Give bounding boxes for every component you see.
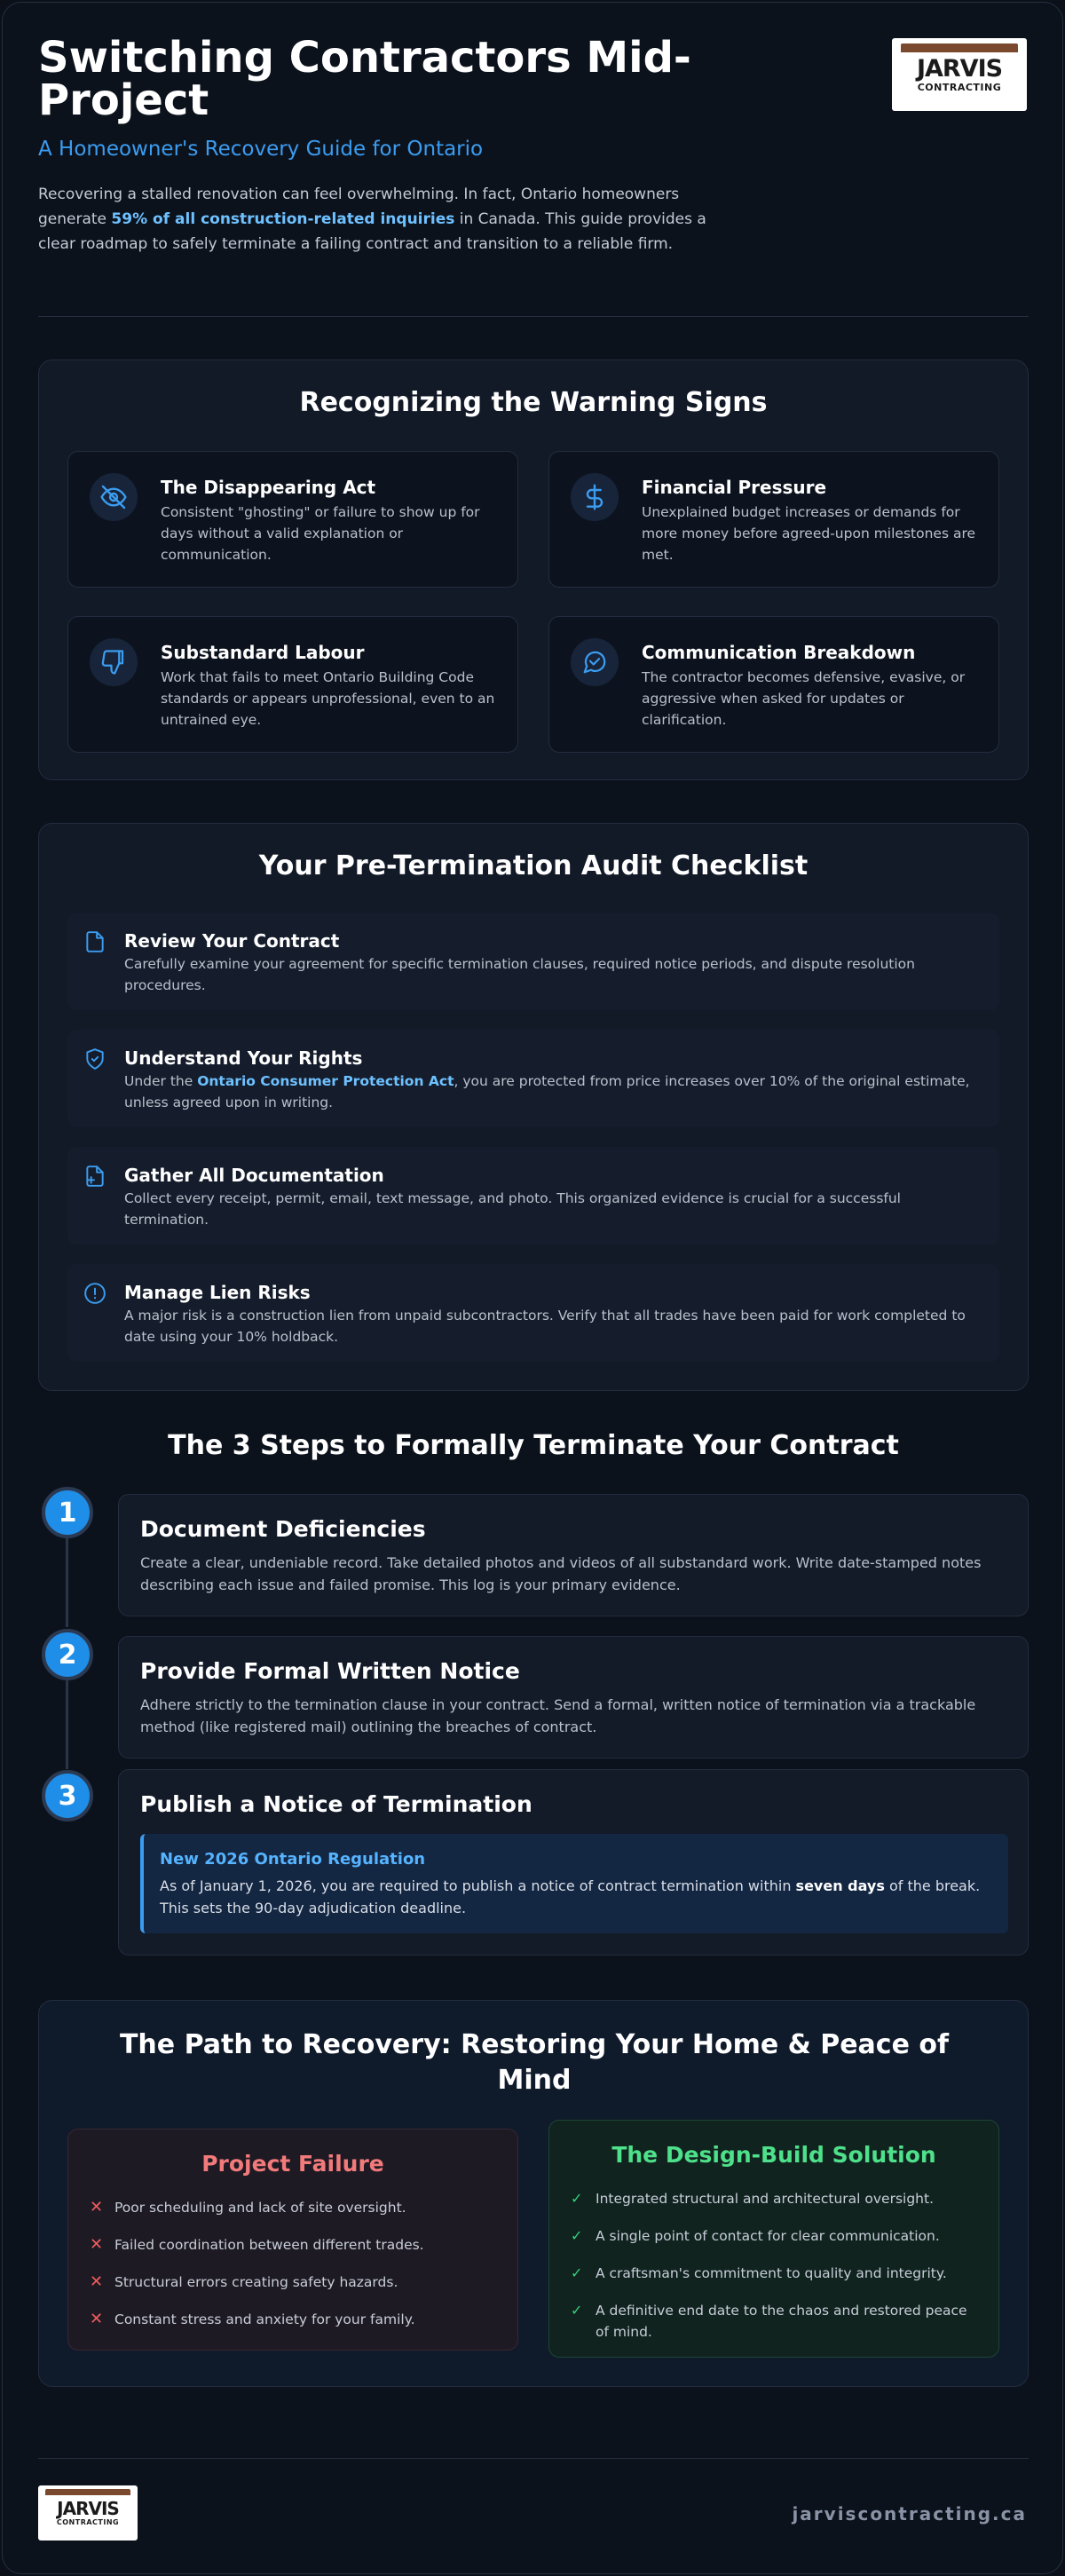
callout-text-start: As of January 1, 2026, you are required to publish a notice of contract termination within: [160, 1877, 796, 1894]
steps-title: The 3 Steps to Formally Terminate Your Contract: [168, 1430, 899, 1461]
intro-highlight: 59% of all construction-related inquiries: [111, 210, 455, 228]
callout-text: [160, 1875, 994, 1919]
solution-list: [571, 2188, 979, 2359]
failure-title: Project Failure: [201, 2151, 384, 2177]
intro-text-end: in Canada. This guide provides a clear roadmap to safely terminate a failing contract and transition to a reliable firm.: [38, 210, 706, 253]
warning-signs-panel: [38, 360, 1029, 780]
x-icon: ✕: [90, 2198, 104, 2216]
document-icon: [83, 930, 106, 953]
list-item-text: Poor scheduling and lack of site oversight.: [114, 2200, 406, 2216]
callout-title: New 2026 Ontario Regulation: [160, 1850, 426, 1869]
checklist-item-title: Understand Your Rights: [124, 1047, 363, 1069]
website-link[interactable]: jarviscontracting.ca: [792, 2503, 1027, 2525]
step-card: [118, 1494, 1029, 1616]
warning-card-desc: The contractor becomes defensive, evasive, or aggressive when asked for updates or clarification.: [642, 669, 966, 728]
warning-card: [548, 616, 999, 753]
list-item: [571, 2300, 979, 2343]
check-icon: ✓: [571, 2264, 583, 2281]
step-desc: Create a clear, undeniable record. Take detailed photos and videos of all substandard work. Write date-stamped notes describing each issue and failed promise. This log is your primary evidence.: [140, 1554, 982, 1593]
logo-roof: [45, 2489, 130, 2495]
warning-card-title: Substandard Labour: [161, 642, 365, 663]
step-title: Publish a Notice of Termination: [140, 1791, 532, 1817]
list-item: [90, 2272, 498, 2293]
warning-card-title: Financial Pressure: [642, 477, 827, 498]
recovery-title: The Path to Recovery: Restoring Your Home & Peace of Mind: [119, 2029, 950, 2096]
checklist-item-title: Gather All Documentation: [124, 1165, 384, 1186]
step-number-badge: 2: [42, 1629, 93, 1680]
shield-check-icon: [83, 1047, 106, 1071]
logo-name: JARVIS: [57, 2498, 119, 2519]
step-connector: [66, 1538, 68, 1627]
logo-name: JARVIS: [916, 55, 1003, 83]
warning-signs-title: Recognizing the Warning Signs: [299, 387, 768, 418]
checklist-item-desc: Carefully examine your agreement for specific termination clauses, required notice periods, and dispute resolution procedures.: [124, 956, 915, 993]
act-name-highlight: Ontario Consumer Protection Act: [197, 1073, 454, 1089]
message-alert-icon: [571, 638, 619, 686]
infographic-page: [2, 2, 1063, 2574]
warning-card-desc: Unexplained budget increases or demands for more money before agreed-upon milestones are met.: [642, 504, 976, 563]
checklist-item-desc: Collect every receipt, permit, email, text message, and photo. This organized evidence is crucial for a successful termination.: [124, 1190, 901, 1228]
list-item-text: Structural errors creating safety hazards.: [114, 2274, 398, 2290]
warning-card: [548, 451, 999, 588]
recovery-panel: [38, 2000, 1029, 2387]
desc-text-start: Under the: [124, 1073, 198, 1089]
list-item-text: A single point of contact for clear communication.: [596, 2228, 940, 2244]
list-item: [90, 2197, 498, 2218]
x-icon: ✕: [90, 2272, 104, 2291]
x-icon: ✕: [90, 2235, 104, 2254]
header-divider: [38, 316, 1029, 317]
regulation-callout: [140, 1834, 1008, 1933]
warning-card-title: The Disappearing Act: [161, 477, 376, 498]
intro-paragraph: [38, 182, 730, 257]
warning-card-desc: Consistent "ghosting" or failure to show up for days without a valid explanation or communication.: [161, 504, 480, 563]
step-number-badge: 3: [42, 1770, 93, 1821]
list-item-text: Constant stress and anxiety for your family.: [114, 2311, 415, 2327]
audit-checklist-title: Your Pre-Termination Audit Checklist: [258, 850, 809, 881]
dollar-icon: [571, 473, 619, 521]
warning-card-title: Communication Breakdown: [642, 642, 916, 663]
list-item-text: Integrated structural and architectural oversight.: [596, 2191, 934, 2207]
project-failure-box: [67, 2129, 518, 2351]
logo-tagline: CONTRACTING: [917, 82, 1002, 93]
x-icon: ✕: [90, 2310, 104, 2328]
check-icon: ✓: [571, 2227, 583, 2244]
alert-circle-icon: [83, 1282, 106, 1305]
checklist-item-desc: A major risk is a construction lien from unpaid subcontractors. Verify that all trades have been paid for work completed to date using your 10% holdback.: [124, 1308, 966, 1345]
checklist-item-title: Review Your Contract: [124, 930, 340, 952]
logo-roof: [901, 43, 1018, 52]
footer-divider: [38, 2458, 1029, 2459]
step-card: [118, 1769, 1029, 1956]
file-plus-icon: [83, 1165, 106, 1188]
list-item-text: Failed coordination between different trades.: [114, 2237, 424, 2253]
design-build-solution-box: [548, 2120, 999, 2358]
step-title: Provide Formal Written Notice: [140, 1658, 520, 1684]
step-connector: [66, 1680, 68, 1769]
list-item: [571, 2188, 979, 2209]
checklist-item: [67, 1030, 999, 1127]
warning-card: [67, 451, 518, 588]
eye-slash-icon: [90, 473, 138, 521]
checklist-item: [67, 913, 999, 1010]
step-card: [118, 1636, 1029, 1758]
warning-card-desc: Work that fails to meet Ontario Building Code standards or appears unprofessional, even to an untrained eye.: [161, 669, 495, 728]
list-item: [571, 2225, 979, 2247]
intro-text-start: Recovering a stalled renovation can feel overwhelming. In fact, Ontario homeowners generate: [38, 186, 680, 228]
checklist-item-desc: [124, 1071, 976, 1113]
list-item: [90, 2234, 498, 2256]
header: [38, 33, 1029, 257]
list-item-text: A definitive end date to the chaos and restored peace of mind.: [596, 2303, 967, 2340]
failure-list: [90, 2197, 498, 2346]
list-item: [571, 2263, 979, 2284]
list-item-text: A craftsman's commitment to quality and integrity.: [596, 2265, 947, 2281]
check-icon: ✓: [571, 2302, 583, 2319]
page-subtitle: A Homeowner's Recovery Guide for Ontario: [38, 138, 484, 161]
warning-card: [67, 616, 518, 753]
step-number-badge: 1: [42, 1487, 93, 1538]
check-icon: ✓: [571, 2190, 583, 2207]
step-desc: Adhere strictly to the termination clause in your contract. Send a formal, written notice of termination via a trackable method (like registered mail) outlining the breaches of contract.: [140, 1696, 976, 1735]
solution-title: The Design-Build Solution: [611, 2142, 936, 2168]
list-item: [90, 2309, 498, 2330]
callout-text-end: of the break. This sets the 90-day adjudication deadline.: [160, 1877, 981, 1916]
step-title: Document Deficiencies: [140, 1516, 426, 1542]
checklist-item: [67, 1147, 999, 1245]
checklist-item: [67, 1264, 999, 1362]
company-logo: [892, 38, 1027, 111]
checklist-item-title: Manage Lien Risks: [124, 1282, 311, 1303]
callout-deadline: seven days: [795, 1877, 885, 1894]
desc-text-end: , you are protected from price increases over 10% of the original estimate, unless agreed upon in writing.: [124, 1073, 970, 1110]
thumbs-down-icon: [90, 638, 138, 686]
page-title: Switching Contractors Mid-Project: [38, 33, 691, 125]
footer-logo: [38, 2485, 138, 2540]
logo-tagline: CONTRACTING: [56, 2518, 120, 2526]
audit-checklist-panel: [38, 823, 1029, 1391]
